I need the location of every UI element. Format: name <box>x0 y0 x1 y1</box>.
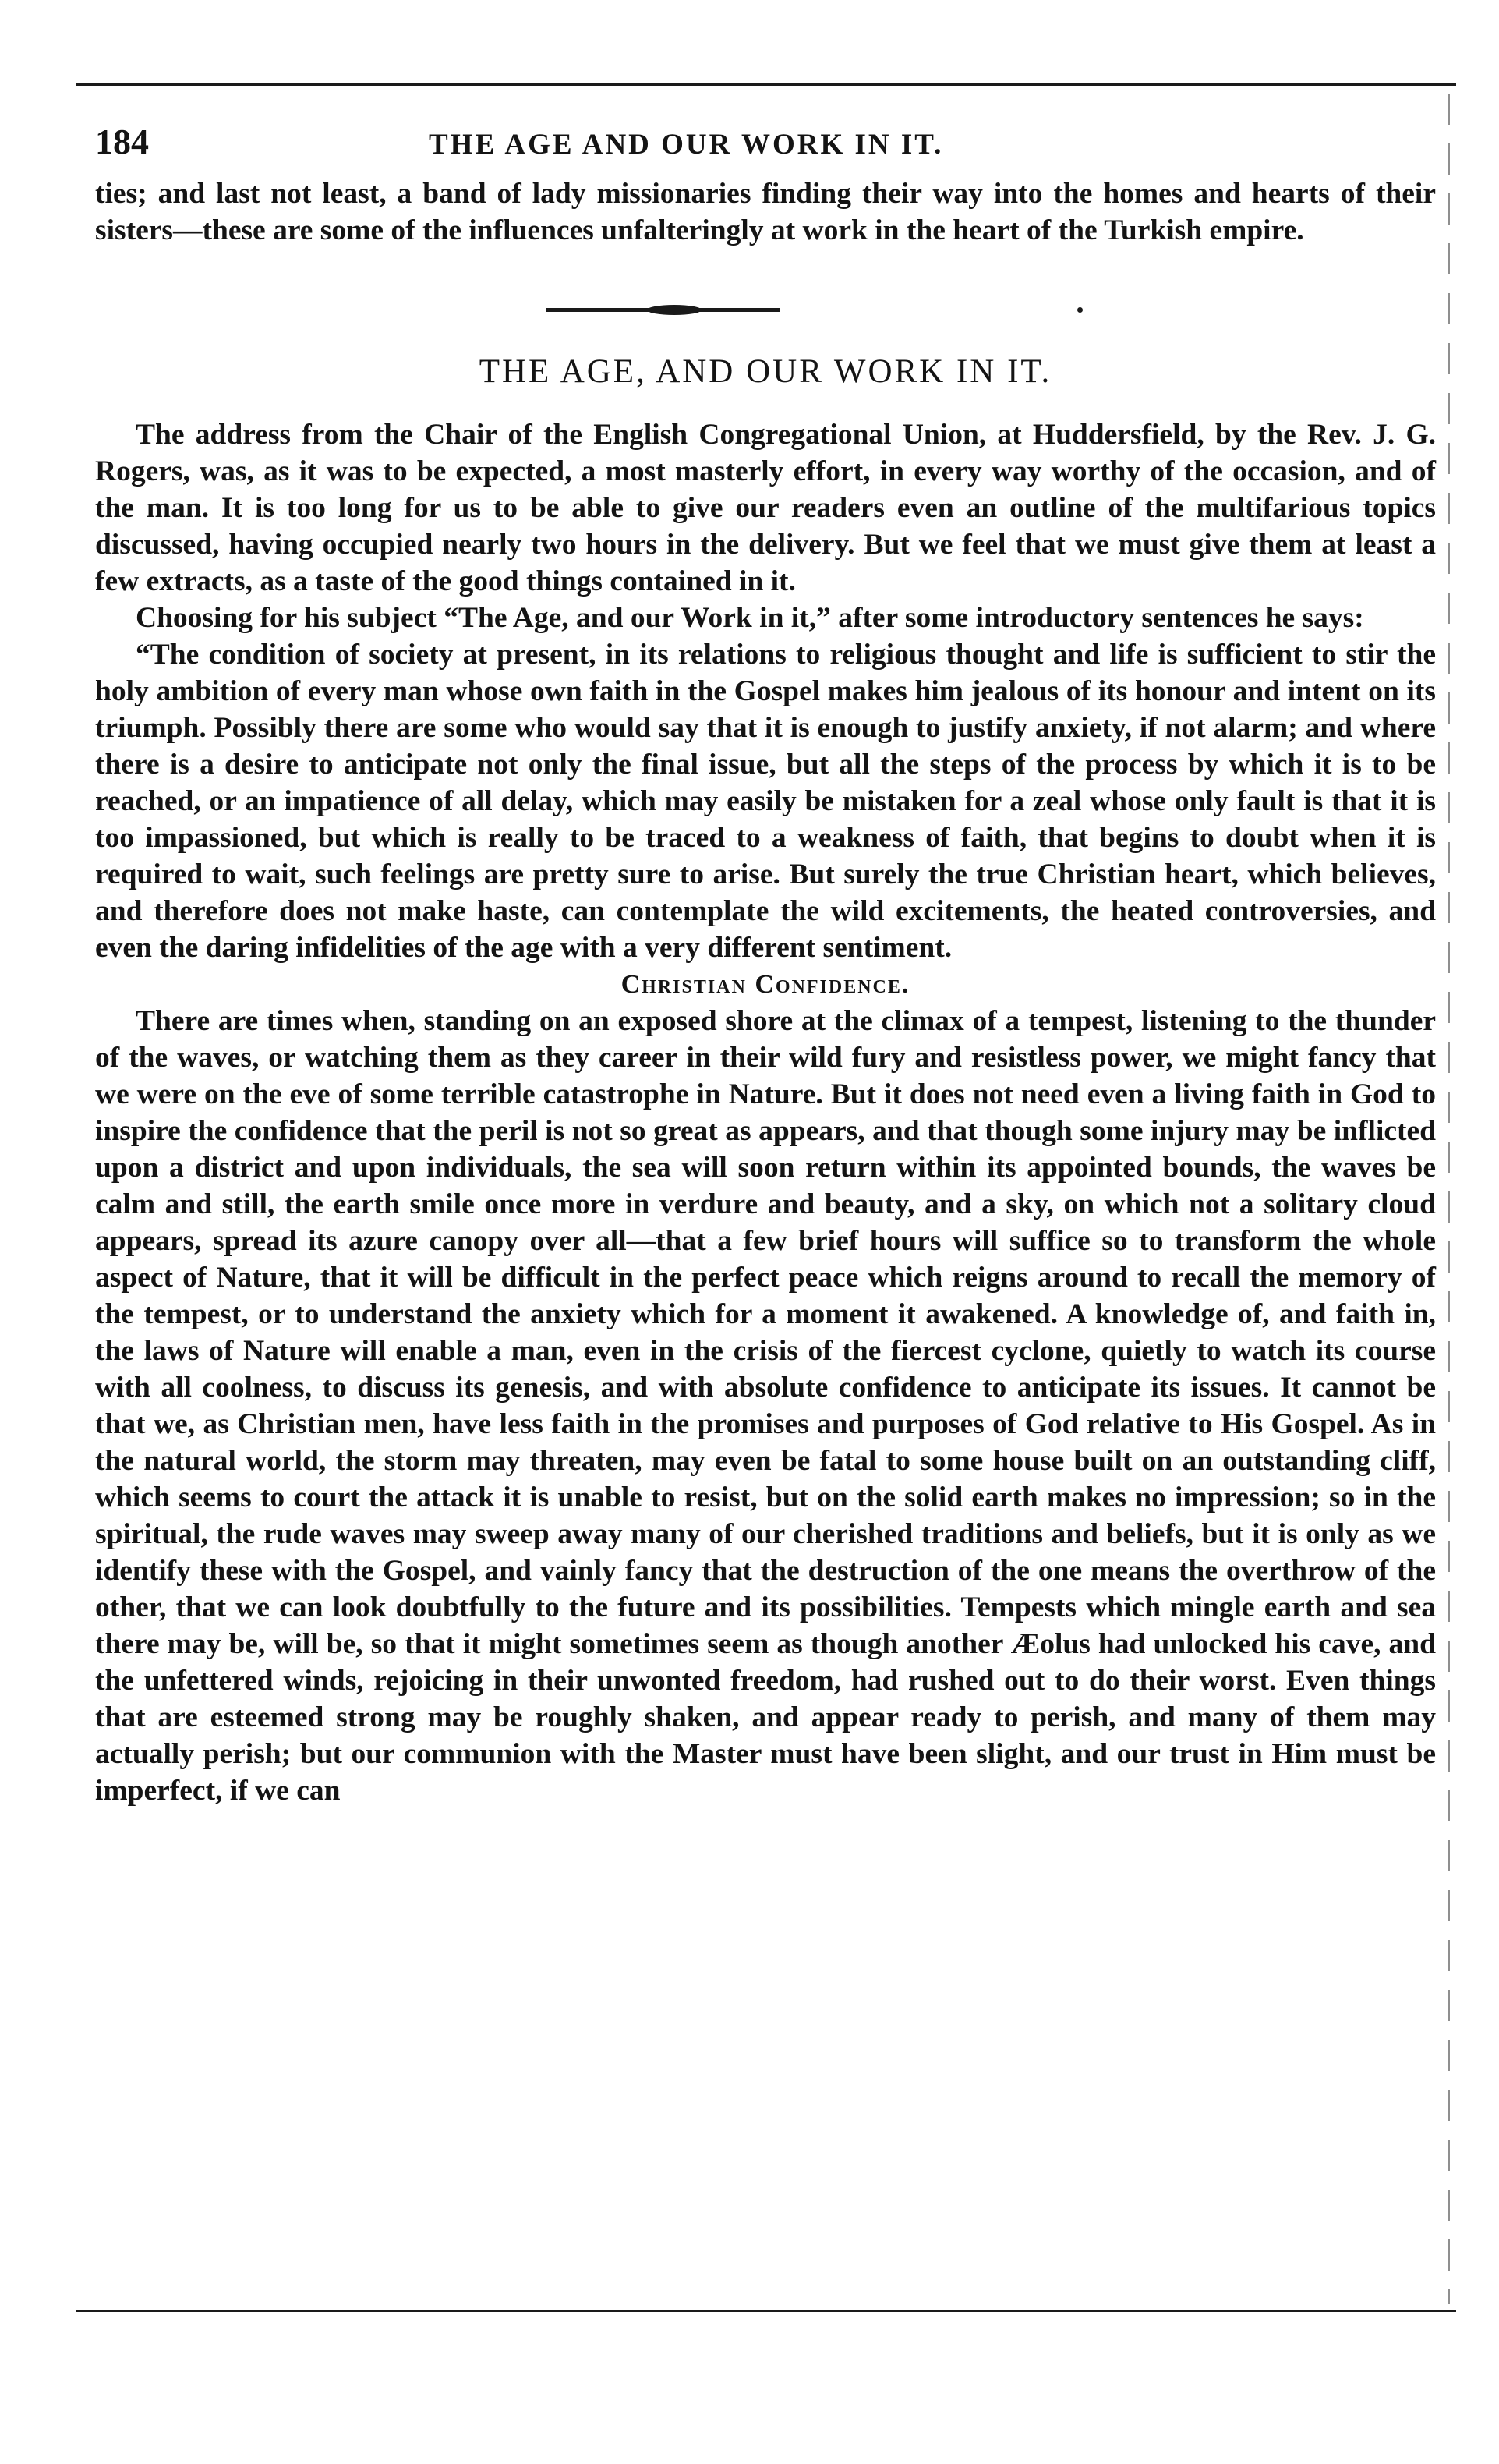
divider-dot <box>1077 307 1083 313</box>
paragraph: The address from the Chair of the English Congregational Union, at Huddersfield, by the Rev. J. G. Rogers, was, as it was to be expected, a most masterly effort, in every way worthy of the occasion, and of the man. It is too long for us to be able to give our readers even an outline of the multifarious topics discussed, having occupied nearly two hours in the delivery. But we feel that we must give them at least a few extracts, as a taste of the good things contained in it. <box>95 419 1436 597</box>
page-content <box>95 121 1436 1809</box>
top-rule <box>76 83 1456 86</box>
page-header <box>95 121 1436 175</box>
paragraph: Choosing for his subject “The Age, and our Work in it,” after some introductory sentences he says: <box>136 602 1364 634</box>
section-divider <box>95 281 1436 347</box>
paragraph: There are times when, standing on an exposed shore at the climax of a tempest, listening to the thunder of the waves, or watching them as they career in their wild fury and resistless power, we might fancy that we were on the eve of some terrible catastrophe in Nature. But it does not need even a living faith in God to inspire the confidence that the peril is not so great as appears, and that though some injury may be inflicted upon a district and upon individuals, the sea will soon return within its appointed bounds, the waves be calm and still, the earth smile once more in verdure and beauty, and a sky, on which not a solitary cloud appears, spread its azure canopy over all—that a few brief hours will suffice so to transform the whole aspect of Nature, that it will be difficult in the perfect peace which reigns around to recall the memory of the tempest, or to understand the anxiety which for a moment it awakened. A knowledge of, and faith in, the laws of Nature will enable a man, even in the crisis of the fiercest cyclone, quietly to watch its course with all coolness, to discuss its genesis, and with absolute confidence to anticipate its issues. It cannot be that we, as Christian men, have less faith in the promises and purposes of God relative to His Gospel. As in the natural world, the storm may threaten, may even be fatal to some house built on an outstanding cliff, which seems to court the attack it is unable to resist, but on the solid earth makes no impression; so in the spiritual, the rude waves may sweep away many of our cherished traditions and beliefs, but it is only as we identify these with the Gospel, and vainly fancy that the destruction of the one means the overthrow of the other, that we can look doubtfully to the future and its possibilities. Tempests which mingle earth and sea there may be, will be, so that it might sometimes seem as though another Æolus had unlocked his cave, and the unfettered winds, rejoicing in their unwonted freedom, had rushed out to do their worst. Even things that are esteemed strong may be roughly shaken, and appear ready to perish, and many of them may actually perish; but our communion with the Master must have been slight, and our trust in Him must be imperfect, if we can <box>95 1005 1436 1807</box>
running-head: THE AGE AND OUR WORK IN IT. <box>429 129 944 161</box>
page-number: 184 <box>95 122 149 161</box>
paragraph: “The condition of society at present, in its relations to religious thought and life is sufficient to stir the holy ambition of every man whose own faith in the Gospel makes him jealous of its honour and intent on its triumph. Possibly there are some who would say that it is enough to justify anxiety, if not alarm; and where there is a desire to anticipate not only the final issue, but all the steps of the process by which it is to be reached, or an impatience of all delay, which may easily be mistaken for a zeal whose only fault is that it is too impassioned, but which is really to be traced to a weakness of faith, that begins to doubt when it is required to wait, such feelings are pretty sure to arise. But surely the true Christian heart, which believes, and therefore does not make haste, can contemplate the wild excitements, the heated controversies, and even the daring infidelities of the age with a very different sentiment. <box>95 639 1436 964</box>
page-edge-marks <box>1448 94 1450 2304</box>
section-subheading: Christian Confidence. <box>620 970 910 999</box>
article-title: THE AGE, AND OUR WORK IN IT. <box>479 353 1052 390</box>
article-body <box>95 175 1436 1809</box>
divider-swell <box>647 305 702 315</box>
bottom-rule <box>76 2310 1456 2312</box>
intro-paragraph: ties; and last not least, a band of lady missionaries finding their way into the homes and hearts of their sisters—these are some of the influences unfalteringly at work in the heart of the Turkish empire. <box>95 178 1436 246</box>
